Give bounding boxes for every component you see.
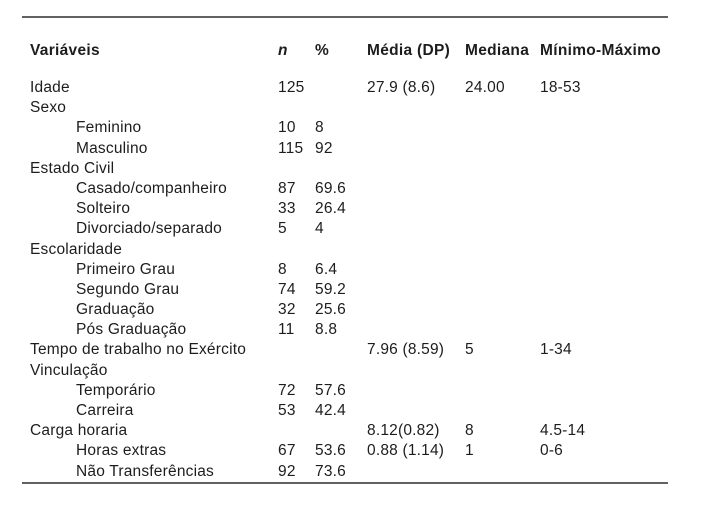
- row-percent-value: 92: [315, 139, 333, 157]
- row-variable-label: Masculino: [76, 139, 148, 157]
- table-bottom-rule: [22, 482, 668, 484]
- column-header-n: n: [278, 42, 288, 59]
- row-n-value: 11: [278, 321, 295, 339]
- row-percent-value: 6.4: [315, 260, 338, 278]
- row-variable-label: Vinculação: [30, 361, 108, 379]
- row-n-value: 53: [278, 402, 296, 419]
- table-top-rule: [22, 16, 668, 18]
- table-row: [30, 260, 668, 280]
- table-row: [30, 219, 668, 239]
- row-media-dp-value: 0.88 (1.14): [367, 442, 445, 460]
- row-percent-value: 57.6: [315, 381, 346, 399]
- row-percent-value: 42.4: [315, 402, 346, 419]
- row-minimo-maximo-value: 4.5-14: [540, 422, 586, 440]
- column-header-mediana: Mediana: [465, 42, 530, 59]
- table-row: [30, 320, 668, 340]
- table-row: [30, 179, 668, 199]
- table-row: [30, 462, 668, 482]
- table-row: [30, 421, 668, 441]
- row-n-value: 32: [278, 301, 296, 319]
- row-percent-value: 26.4: [315, 200, 346, 218]
- row-variable-label: Horas extras: [76, 442, 167, 460]
- row-variable-label: Estado Civil: [30, 159, 115, 177]
- row-variable-label: Tempo de trabalho no Exército: [30, 341, 247, 359]
- row-percent-value: 69.6: [315, 179, 346, 197]
- table-row: [30, 159, 668, 179]
- table-row: [30, 78, 668, 98]
- table-row: [30, 441, 668, 461]
- table-row: [30, 300, 668, 320]
- row-variable-label: Solteiro: [76, 200, 131, 218]
- row-minimo-maximo-value: 0-6: [540, 442, 564, 460]
- row-variable-label: Segundo Grau: [76, 280, 180, 298]
- row-mediana-value: 24.00: [465, 79, 505, 96]
- table-row: [30, 401, 668, 421]
- column-header-variaveis: Variáveis: [30, 42, 100, 59]
- row-mediana-value: 8: [465, 422, 474, 440]
- row-n-value: 92: [278, 462, 296, 480]
- row-mediana-value: 1: [465, 442, 474, 460]
- row-variable-label: Temporário: [76, 381, 156, 399]
- row-media-dp-value: 8.12(0.82): [367, 422, 440, 440]
- row-variable-label: Pós Graduação: [76, 321, 187, 339]
- column-header-media-dp: Média (DP): [367, 42, 451, 59]
- row-variable-label: Feminino: [76, 119, 142, 137]
- row-media-dp-value: 7.96 (8.59): [367, 341, 445, 359]
- row-variable-label: Casado/companheiro: [76, 179, 227, 197]
- table-row: [30, 280, 668, 300]
- row-variable-label: Carreira: [76, 402, 134, 419]
- column-header-minimo-maximo: Mínimo-Máximo: [540, 42, 662, 59]
- row-percent-value: 4: [315, 220, 324, 238]
- row-n-value: 5: [278, 220, 287, 238]
- row-percent-value: 8.8: [315, 321, 338, 339]
- column-header-percent: %: [315, 42, 330, 59]
- table-row: [30, 98, 668, 118]
- row-n-value: 115: [278, 139, 304, 157]
- row-variable-label: Escolaridade: [30, 240, 123, 258]
- row-percent-value: 53.6: [315, 442, 346, 460]
- row-minimo-maximo-value: 1-34: [540, 341, 572, 359]
- table-row: [30, 199, 668, 219]
- table-row: [30, 381, 668, 401]
- row-variable-label: Idade: [30, 79, 70, 96]
- row-media-dp-value: 27.9 (8.6): [367, 79, 436, 96]
- row-n-value: 72: [278, 381, 296, 399]
- row-mediana-value: 5: [465, 341, 474, 359]
- row-variable-label: Graduação: [76, 301, 155, 319]
- row-n-value: 125: [278, 79, 305, 96]
- row-variable-label: Carga horaria: [30, 422, 128, 440]
- row-n-value: 87: [278, 179, 296, 197]
- table-row: [30, 139, 668, 159]
- row-n-value: 33: [278, 200, 296, 218]
- row-percent-value: 59.2: [315, 280, 346, 298]
- table-body: [30, 78, 668, 482]
- row-variable-label: Não Transferências: [76, 462, 214, 480]
- table-row: [30, 240, 668, 260]
- row-n-value: 67: [278, 442, 296, 460]
- row-percent-value: 73.6: [315, 462, 346, 480]
- row-variable-label: Primeiro Grau: [76, 260, 176, 278]
- row-n-value: 10: [278, 119, 296, 137]
- row-variable-label: Divorciado/separado: [76, 220, 222, 238]
- row-n-value: 8: [278, 260, 287, 278]
- row-percent-value: 25.6: [315, 301, 346, 319]
- row-variable-label: Sexo: [30, 99, 67, 117]
- row-percent-value: 8: [315, 119, 324, 137]
- table-row: [30, 340, 668, 360]
- table-row: [30, 361, 668, 381]
- row-minimo-maximo-value: 18-53: [540, 79, 581, 96]
- row-n-value: 74: [278, 280, 296, 298]
- table-row: [30, 118, 668, 138]
- table-header-row: [30, 41, 668, 61]
